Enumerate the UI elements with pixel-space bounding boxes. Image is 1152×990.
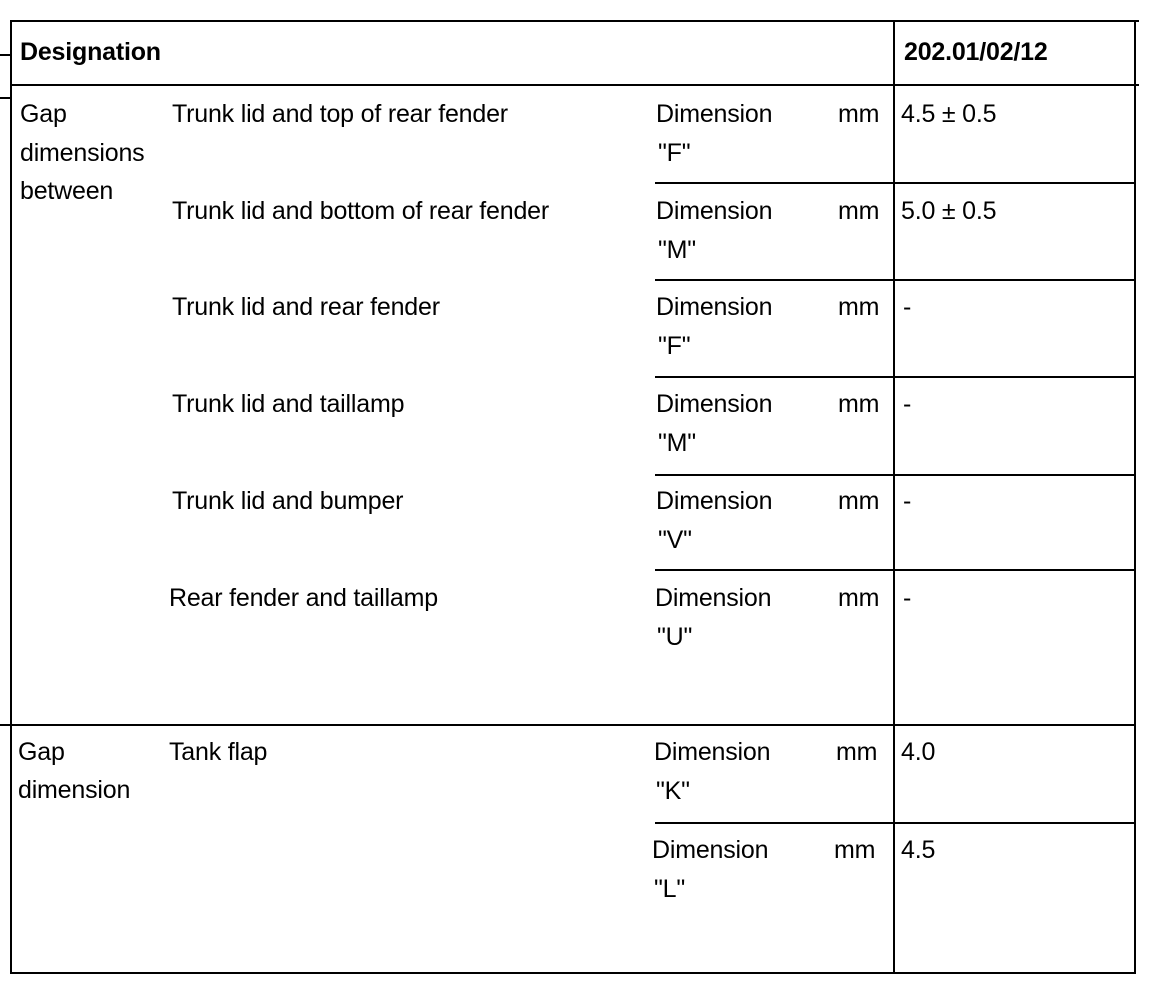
row-code: "F"	[658, 332, 691, 360]
table-left-border	[10, 20, 12, 974]
row-measure: Dimension	[656, 100, 773, 128]
row-unit: mm	[838, 293, 880, 321]
row-value: 4.5 ± 0.5	[901, 100, 997, 128]
row-description: Trunk lid and bottom of rear fender	[172, 197, 549, 225]
row-description: Tank flap	[169, 738, 268, 766]
row-separator	[655, 279, 1136, 281]
group-label-line: dimensions	[20, 139, 145, 167]
row-unit: mm	[838, 584, 880, 612]
row-description: Trunk lid and taillamp	[172, 390, 405, 418]
row-value: 4.0	[901, 738, 936, 766]
row-description: Trunk lid and bumper	[172, 487, 404, 515]
table-right-border	[1134, 20, 1136, 974]
table-bottom-border	[10, 972, 1134, 974]
group-label-line: between	[20, 177, 114, 205]
row-code: "U"	[657, 623, 693, 651]
row-code: "F"	[658, 139, 691, 167]
row-code: "M"	[658, 429, 696, 457]
row-value: -	[903, 390, 912, 418]
row-unit: mm	[838, 100, 880, 128]
row-measure: Dimension	[654, 738, 771, 766]
row-measure: Dimension	[656, 487, 773, 515]
row-separator	[655, 474, 1136, 476]
row-separator	[655, 569, 1136, 571]
row-code: "V"	[658, 526, 692, 554]
row-value: 4.5	[901, 836, 936, 864]
row-separator	[655, 822, 1136, 824]
group-label-line: Gap	[20, 100, 67, 128]
left-edge-tick-top	[0, 54, 10, 56]
row-code: "M"	[658, 236, 696, 264]
row-measure: Dimension	[655, 584, 772, 612]
row-measure: Dimension	[656, 390, 773, 418]
row-separator	[655, 182, 1136, 184]
row-description: Trunk lid and rear fender	[172, 293, 440, 321]
row-code: "L"	[654, 875, 686, 903]
row-code: "K"	[656, 777, 690, 805]
row-unit: mm	[838, 197, 880, 225]
value-column-divider	[893, 20, 895, 974]
row-unit: mm	[838, 487, 880, 515]
header-bottom-rule	[10, 84, 1139, 86]
row-separator	[655, 376, 1136, 378]
row-measure: Dimension	[656, 197, 773, 225]
row-unit: mm	[836, 738, 878, 766]
row-measure: Dimension	[652, 836, 769, 864]
row-value: -	[903, 584, 912, 612]
group-label-line: Gap	[18, 738, 65, 766]
row-value: 5.0 ± 0.5	[901, 197, 997, 225]
row-description: Trunk lid and top of rear fender	[172, 100, 508, 128]
row-value: -	[903, 487, 912, 515]
left-edge-tick-bottom	[0, 724, 10, 726]
left-edge-tick-middle	[0, 97, 10, 99]
row-description: Rear fender and taillamp	[169, 584, 438, 612]
row-unit: mm	[834, 836, 876, 864]
row-value: -	[903, 293, 912, 321]
row-measure: Dimension	[656, 293, 773, 321]
group-divider-rule	[10, 724, 1136, 726]
row-unit: mm	[838, 390, 880, 418]
header-designation: Designation	[20, 38, 161, 66]
group-label-line: dimension	[18, 776, 131, 804]
header-model-code: 202.01/02/12	[904, 38, 1048, 66]
table-top-border	[10, 20, 1139, 22]
